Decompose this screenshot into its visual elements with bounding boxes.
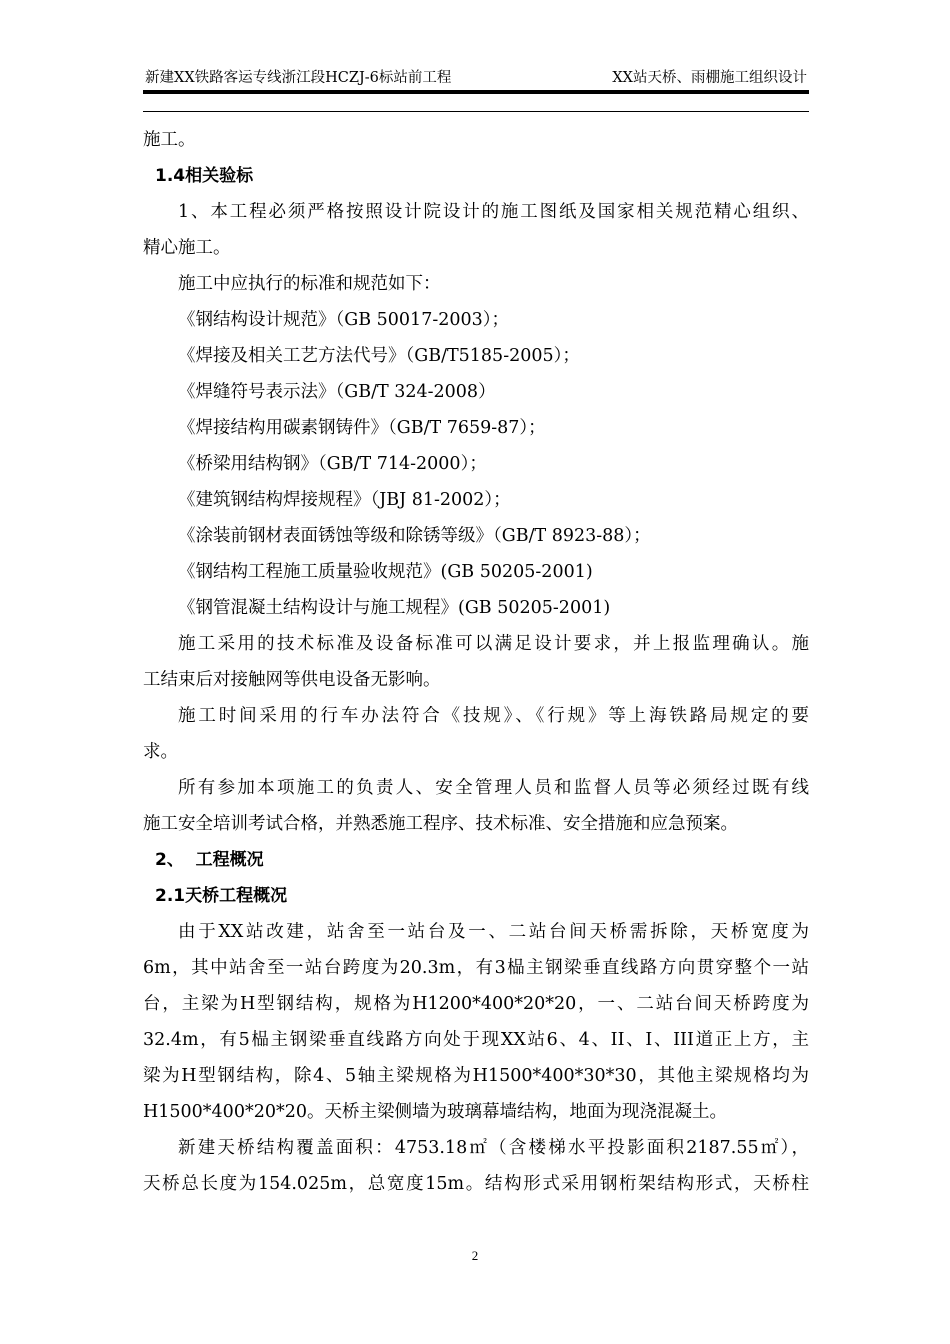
header-rule-thin <box>143 111 809 112</box>
standard-item: 《焊缝符号表示法》（GB/T 324-2008） <box>178 382 496 402</box>
standard-item: 《涂装前钢材表面锈蚀等级和除锈等级》（GB/T 8923-88）； <box>178 526 651 546</box>
paragraph-line: 施工安全培训考试合格，并熟悉施工程序、技术标准、安全措施和应急预案。 <box>143 814 738 834</box>
paragraph-line: 精心施工。 <box>143 238 231 258</box>
paragraph-line: 所有参加本项施工的负责人、安全管理人员和监督人员等必须经过既有线 <box>178 778 809 798</box>
paragraph-line: 1、本工程必须严格按照设计院设计的施工图纸及国家相关规范精心组织、 <box>178 202 809 222</box>
paragraph-line: H1500*400*20*20。天桥主梁侧墙为玻璃幕墙结构，地面为现浇混凝土。 <box>143 1102 727 1122</box>
paragraph-line: 天桥总长度为154.025m，总宽度15m。结构形式采用钢桁架结构形式，天桥柱 <box>143 1174 809 1194</box>
standard-item: 《桥梁用结构钢》（GB/T 714-2000）； <box>178 454 487 474</box>
paragraph-line: 台，主梁为H型钢结构，规格为H1200*400*20*20，一、二站台间天桥跨度为 <box>143 994 809 1014</box>
paragraph-line: 6m，其中站舍至一站台跨度为20.3m，有3榀主钢梁垂直线路方向贯穿整个一站 <box>143 958 809 978</box>
header-project-title: 新建XX铁路客运专线浙江段HCZJ-6标站前工程 <box>145 70 452 86</box>
standard-item: 《建筑钢结构焊接规程》（JBJ 81-2002）； <box>178 490 511 510</box>
standard-item: 《焊接结构用碳素钢铸件》（GB/T 7659-87）； <box>178 418 546 438</box>
standard-item: 《钢结构设计规范》（GB 50017-2003）； <box>178 310 510 330</box>
paragraph-line: 工结束后对接触网等供电设备无影响。 <box>143 670 441 690</box>
section-heading-1-4: 1.4相关验标 <box>155 166 254 186</box>
page-header <box>143 66 809 88</box>
paragraph-line: 施工时间采用的行车办法符合《技规》、《行规》等上海铁路局规定的要 <box>178 706 809 726</box>
page-number: 2 <box>471 1248 479 1263</box>
paragraph-line: 施工采用的技术标准及设备标准可以满足设计要求，并上报监理确认。施 <box>178 634 809 654</box>
standard-item: 《焊接及相关工艺方法代号》（GB/T5185-2005）； <box>178 346 580 366</box>
standard-item: 《钢管混凝土结构设计与施工规程》(GB 50205-2001) <box>178 598 611 618</box>
header-rule-thick <box>143 90 809 94</box>
section-heading-2-1: 2.1天桥工程概况 <box>155 886 288 906</box>
document-body <box>143 122 809 1202</box>
paragraph-line: 施工中应执行的标准和规范如下： <box>178 274 441 294</box>
paragraph-line: 梁为H型钢结构，除4、5轴主梁规格为H1500*400*30*30，其他主梁规格均为 <box>143 1066 809 1086</box>
section-heading-2: 2、 工程概况 <box>155 850 264 870</box>
paragraph-line: 由于XX站改建，站舍至一站台及一、二站台间天桥需拆除，天桥宽度为 <box>178 922 809 942</box>
paragraph-line: 求。 <box>143 742 178 762</box>
paragraph-line: 新建天桥结构覆盖面积：4753.18㎡（含楼梯水平投影面积2187.55㎡）， <box>178 1138 809 1158</box>
paragraph-line: 施工。 <box>143 130 196 150</box>
header-document-title: XX站天桥、雨棚施工组织设计 <box>612 70 807 86</box>
standard-item: 《钢结构工程施工质量验收规范》(GB 50205-2001) <box>178 562 593 582</box>
paragraph-line: 32.4m，有5榀主钢梁垂直线路方向处于现XX站6、4、II、I、III道正上方，主 <box>143 1030 809 1050</box>
